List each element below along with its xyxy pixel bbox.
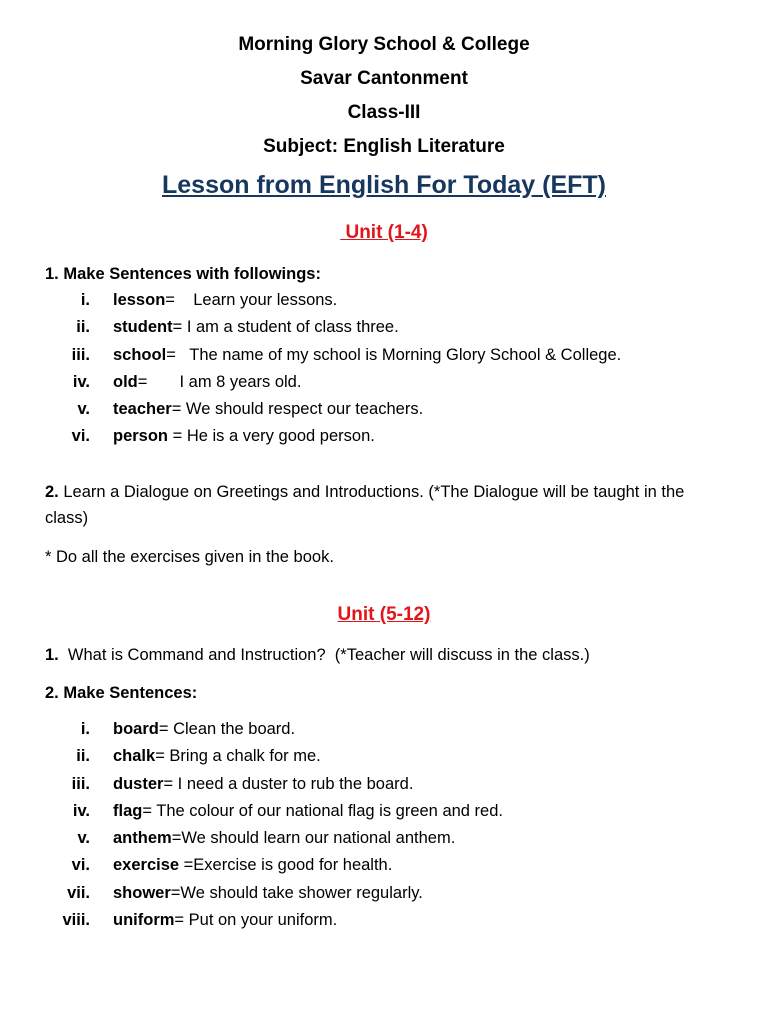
unit-1-4-title: Unit (1-4) xyxy=(340,222,428,243)
school-location: Savar Cantonment xyxy=(300,68,468,89)
list-item: ii. student= I am a student of class three. xyxy=(76,318,399,337)
section1-question1-heading: 1. Make Sentences with followings: xyxy=(45,265,321,283)
section2-question2-heading: 2. Make Sentences: xyxy=(45,684,198,702)
list-item: v. teacher= We should respect our teachers. xyxy=(77,400,424,419)
list-item: i. lesson= Learn your lessons. xyxy=(80,291,338,309)
section1-sentence-list xyxy=(0,287,768,451)
subject-label: Subject: English Literature xyxy=(263,136,505,157)
list-item: vi. exercise =Exercise is good for health. xyxy=(71,856,393,875)
list-item: v. anthem=We should learn our national anthem. xyxy=(77,829,456,848)
school-name: Morning Glory School & College xyxy=(238,34,530,55)
lesson-title: Lesson from English For Today (EFT) xyxy=(162,171,606,199)
list-item: vi. person = He is a very good person. xyxy=(71,427,375,446)
section2-sentence-list xyxy=(0,716,768,934)
list-item: ii. chalk= Bring a chalk for me. xyxy=(76,747,321,766)
list-item: viii. uniform= Put on your uniform. xyxy=(62,911,338,930)
list-item: vii. shower=We should take shower regularly. xyxy=(67,883,423,902)
section2-question1: 1. What is Command and Instruction? (*Teacher will discuss in the class.) xyxy=(45,646,590,664)
list-item: iv. old= I am 8 years old. xyxy=(72,372,302,391)
list-item: iii. school= The name of my school is Morning Glory School & College. xyxy=(71,345,622,364)
unit-5-12-title: Unit (5-12) xyxy=(337,604,431,625)
exercise-note: * Do all the exercises given in the book. xyxy=(45,548,334,566)
list-item: iii. duster= I need a duster to rub the board. xyxy=(71,774,414,793)
list-item: iv. flag= The colour of our national flag is green and red. xyxy=(72,801,503,820)
class-label: Class-III xyxy=(347,102,421,123)
section1-question2: 2. Learn a Dialogue on Greetings and Introductions. (*The Dialogue will be taught in the class) xyxy=(45,483,689,527)
list-item: i. board= Clean the board. xyxy=(80,720,296,738)
